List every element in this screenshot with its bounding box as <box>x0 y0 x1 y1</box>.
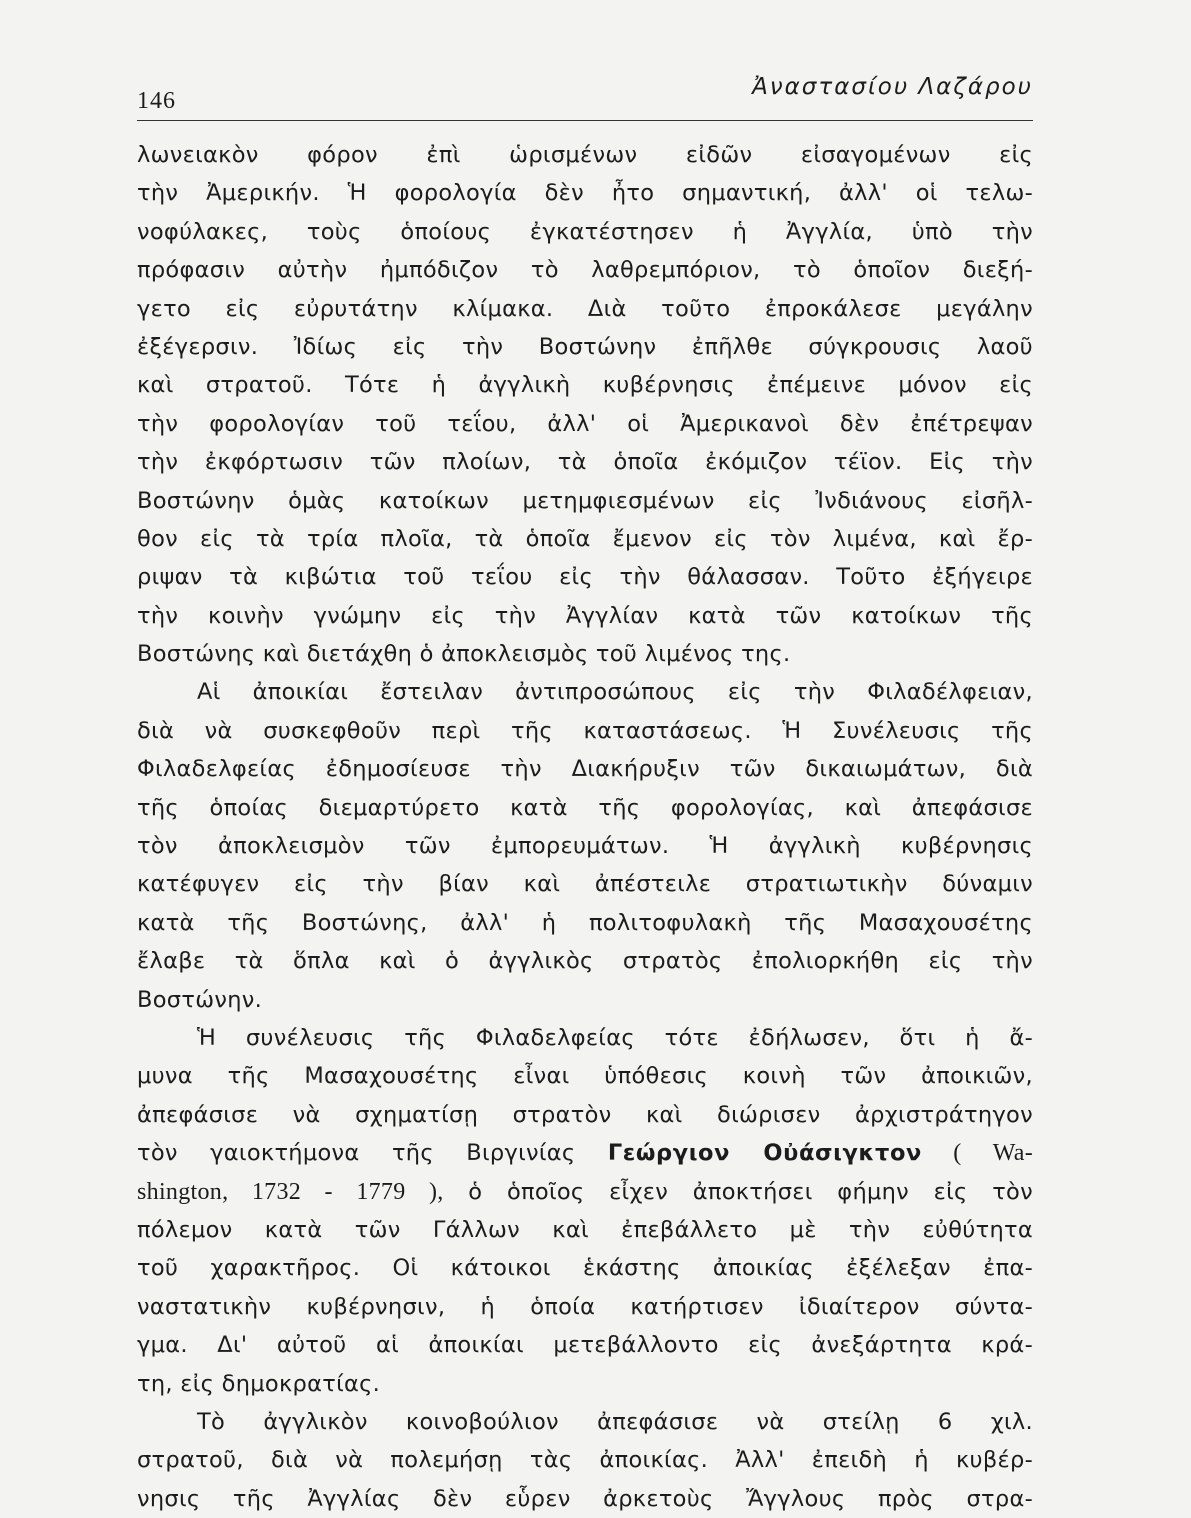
text-line: διὰ νὰ συσκεφθοῦν περὶ τῆς καταστάσεως. Ἡ Συνέλευσις τῆς <box>137 717 1033 744</box>
text-line: Φιλαδελφείας ἐδημοσίευσε τὴν Διακήρυξιν τῶν δικαιωμάτων, διὰ <box>137 756 1033 783</box>
text-line-years <box>137 1173 1033 1211</box>
text-line: τὴν Ἀμερικήν. Ἡ φορολογία δὲν ἦτο σημαντική, ἀλλ' οἱ τελω- <box>137 180 1033 207</box>
body-text <box>137 136 1033 1518</box>
text-line: τὴν ἐκφόρτωσιν τῶν πλοίων, τὰ ὁποῖα ἐκόμιζον τέϊον. Εἰς τὴν <box>137 449 1033 476</box>
text-line: κατέφυγεν εἰς τὴν βίαν καὶ ἀπέστειλε στρατιωτικὴν δύναμιν <box>137 871 1033 898</box>
text-line: τη, εἰς δημοκρατίας. <box>137 1370 381 1397</box>
text-line: πρόφασιν αὐτὴν ἠμπόδιζον τὸ λαθρεμπόριον, τὸ ὁποῖον διεξή- <box>137 257 1033 284</box>
text-line: τὴν φορολογίαν τοῦ τεΐου, ἀλλ' οἱ Ἀμερικανοὶ δὲν ἐπέτρεψαν <box>137 410 1033 437</box>
washington-name: Γεώργιον Οὐάσιγκτον <box>607 1140 922 1167</box>
text-line: θον εἰς τὰ τρία πλοῖα, τὰ ὁποῖα ἔμενον εἰς τὸν λιμένα, καὶ ἔρ- <box>137 525 1033 552</box>
text-line: ἀπεφάσισε νὰ σχηματίσῃ στρατὸν καὶ διώρισεν ἀρχιστράτηγον <box>137 1101 1033 1128</box>
text-line: τὴν κοινὴν γνώμην εἰς τὴν Ἀγγλίαν κατὰ τῶν κατοίκων τῆς <box>137 602 1033 629</box>
washington-years: shington, 1732 - 1779 ), <box>137 1178 444 1205</box>
text-line: ναστατικὴν κυβέρνησιν, ἡ ὁποία κατήρτισεν ἰδιαίτερον σύντα- <box>137 1293 1033 1320</box>
text-line: ἐξέγερσιν. Ἰδίως εἰς τὴν Βοστώνην ἐπῆλθε σύγκρουσις λαοῦ <box>137 333 1033 360</box>
line-part: ( Wa- <box>921 1140 1034 1167</box>
text-line: γμα. Δι' αὐτοῦ αἱ ἀποικίαι μετεβάλλοντο εἰς ἀνεξάρτητα κρά- <box>137 1332 1033 1359</box>
running-head: Ἀναστασίου Λαζάρου <box>752 74 1033 100</box>
text-line: νησις τῆς Ἀγγλίας δὲν εὗρεν ἀρκετοὺς Ἄγγλους πρὸς στρα- <box>137 1485 1033 1512</box>
text-line: πόλεμον κατὰ τῶν Γάλλων καὶ ἐπεβάλλετο μὲ τὴν εὐθύτητα <box>137 1216 1033 1243</box>
text-line: Βοστώνην. <box>137 986 263 1013</box>
text-line: νοφύλακες, τοὺς ὁποίους ἐγκατέστησεν ἡ Ἀγγλία, ὑπὸ τὴν <box>137 218 1033 245</box>
text-line: τοῦ χαρακτῆρος. Οἱ κάτοικοι ἑκάστης ἀποικίας ἐξέλεξαν ἐπα- <box>137 1255 1033 1282</box>
line-part: τὸν γαιοκτήμονα τῆς Βιργινίας <box>137 1140 608 1167</box>
paragraph-start-line: Ἡ συνέλευσις τῆς Φιλαδελφείας τότε ἐδήλωσεν, ὅτι ἡ ἄ- <box>197 1024 1033 1051</box>
paragraph-start-line: Αἱ ἀποικίαι ἔστειλαν ἀντιπροσώπους εἰς τὴν Φιλαδέλφειαν, <box>197 679 1033 706</box>
text-line: στρατοῦ, διὰ νὰ πολεμήσῃ τὰς ἀποικίας. Ἀλλ' ἐπειδὴ ἡ κυβέρ- <box>137 1447 1033 1474</box>
text-line: ἔλαβε τὰ ὅπλα καὶ ὁ ἀγγλικὸς στρατὸς ἐπολιορκήθη εἰς τὴν <box>137 948 1033 975</box>
text-line: καὶ στρατοῦ. Τότε ἡ ἀγγλικὴ κυβέρνησις ἐπέμεινε μόνον εἰς <box>137 372 1033 399</box>
page-number: 146 <box>137 88 176 114</box>
page-header <box>137 70 1033 121</box>
text-line: κατὰ τῆς Βοστώνης, ἀλλ' ἡ πολιτοφυλακὴ τῆς Μασαχουσέτης <box>137 909 1033 936</box>
text-line: τὸν ἀποκλεισμὸν τῶν ἐμπορευμάτων. Ἡ ἀγγλικὴ κυβέρνησις <box>137 833 1033 860</box>
text-line: Βοστώνης καὶ διετάχθη ὁ ἀποκλεισμὸς τοῦ λιμένος της. <box>137 641 791 668</box>
line-part: ὁ ὁποῖος εἶχεν ἀποκτήσει φήμην εἰς τὸν <box>443 1178 1033 1205</box>
text-line: Βοστώνην ὁμὰς κατοίκων μετημφιεσμένων εἰς Ἰνδιάνους εἰσῆλ- <box>137 487 1033 514</box>
text-line: ριψαν τὰ κιβώτια τοῦ τεΐου εἰς τὴν θάλασσαν. Τοῦτο ἐξήγειρε <box>137 564 1033 591</box>
text-line: γετο εἰς εὐρυτάτην κλίμακα. Διὰ τοῦτο ἐπροκάλεσε μεγάλην <box>137 295 1033 322</box>
paragraph-start-line: Τὸ ἀγγλικὸν κοινοβούλιον ἀπεφάσισε νὰ στείλῃ 6 χιλ. <box>197 1408 1033 1435</box>
text-line: τῆς ὁποίας διεμαρτύρετο κατὰ τῆς φορολογίας, καὶ ἀπεφάσισε <box>137 794 1033 821</box>
text-line-washington <box>137 1134 1033 1172</box>
text-line: μυνα τῆς Μασαχουσέτης εἶναι ὑπόθεσις κοινὴ τῶν ἀποικιῶν, <box>137 1063 1033 1090</box>
text-line: λωνειακὸν φόρον ἐπὶ ὡρισμένων εἰδῶν εἰσαγομένων εἰς <box>137 142 1033 168</box>
